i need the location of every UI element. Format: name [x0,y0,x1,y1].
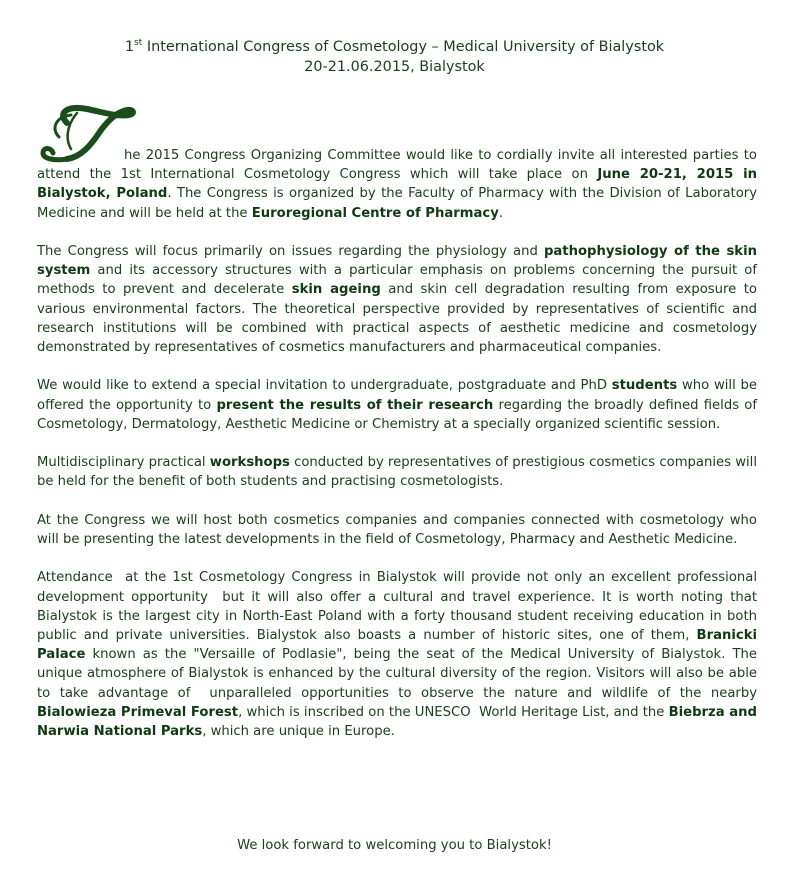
closing-line: We look forward to welcoming you to Bialystok! [237,838,552,853]
ordinal-suffix: st [134,38,143,48]
attendance-paragraph: Attendance at the 1st Cosmetology Congress in Bialystok will provide not only an excellent professional development opportunity but it will also offer a cultural and travel experience. It is worth noting that Bialystok is the largest city in North-East Poland with a forty thousand student receiving education in both public and private universities. Bialystok also boasts a number of historic sites, one of them, Branicki Palace known as the "Versaille of Podlasie", being the seat of the Medical University of Bialystok. The unique atmosphere of Bialystok is enhanced by the cultural diversity of the region. Visitors will also be able to take advantage of unparalleled opportunities to observe the nature and wildlife of the nearby Bialowieza Primeval Forest, which is inscribed on the UNESCO World Heritage List, and the Biebrza and Narwia National Parks, which are unique in Europe. [37,570,762,740]
focus-paragraph: The Congress will focus primarily on issues regarding the physiology and pathophysiology of the skin system and its accessory structures with a particular emphasis on problems concerning the pursuit of methods to prevent and decelerate skin ageing and skin cell degradation resulting from exposure to various environmental factors. The theoretical perspective provided by representatives of scientific and research institutions will be combined with practical aspects of aesthetic medicine and cosmetology demonstrated by representatives of cosmetics manufacturers and pharmaceutical companies. [37,244,757,356]
companies-paragraph: At the Congress we will host both cosmetics companies and companies connected with cosmetology who will be presenting the latest developments in the field of Cosmetology, Pharmacy and Aesthetic Medicine. [37,512,757,547]
highlight-bialowieza-forest: Bialowieza Primeval Forest [37,704,239,720]
highlight-national-parks: Biebrza and Narwia National Parks [37,704,762,740]
intro-paragraph: he 2015 Congress Organizing Committee would like to cordially invite all interested parties to attend the 1st International Cosmetology Congress which will take place on June 20-21, 2015 in Bialystok, Poland. The Congress is organized by the Faculty of Pharmacy with the Division of Laboratory Medicine and will be held at the Euroregional Centre of Pharmacy. [37,148,758,221]
highlight-pathophysiology: pathophysiology of the skin system [37,244,757,279]
highlight-present-results: present the results of their research [216,397,494,413]
highlight-students: students [611,378,678,394]
document-header [0,37,789,77]
congress-date-location: 20-21.06.2015, Bialystok [304,59,485,75]
highlight-date-location: June 20-21, 2015 in Bialystok, Poland [37,167,758,202]
students-paragraph: We would like to extend a special invitation to undergraduate, postgraduate and PhD students who will be offered the opportunity to present the results of their research regarding the broadly defined fields of Cosmetology, Dermatology, Aesthetic Medicine or Chemistry at a specially organized scientific session. [37,378,757,432]
highlight-workshops: workshops [209,455,290,471]
highlight-venue: Euroregional Centre of Pharmacy [251,205,499,221]
congress-title: 1st International Congress of Cosmetology – Medical University of Bialystok [124,38,665,55]
workshops-paragraph: Multidisciplinary practical workshops conducted by representatives of prestigious cosmetics companies will be held for the benefit of both students and practising cosmetologists. [37,455,757,490]
document-body [37,146,762,760]
highlight-skin-ageing: skin ageing [291,282,381,298]
highlight-branicki-palace: Branicki Palace [37,628,762,663]
